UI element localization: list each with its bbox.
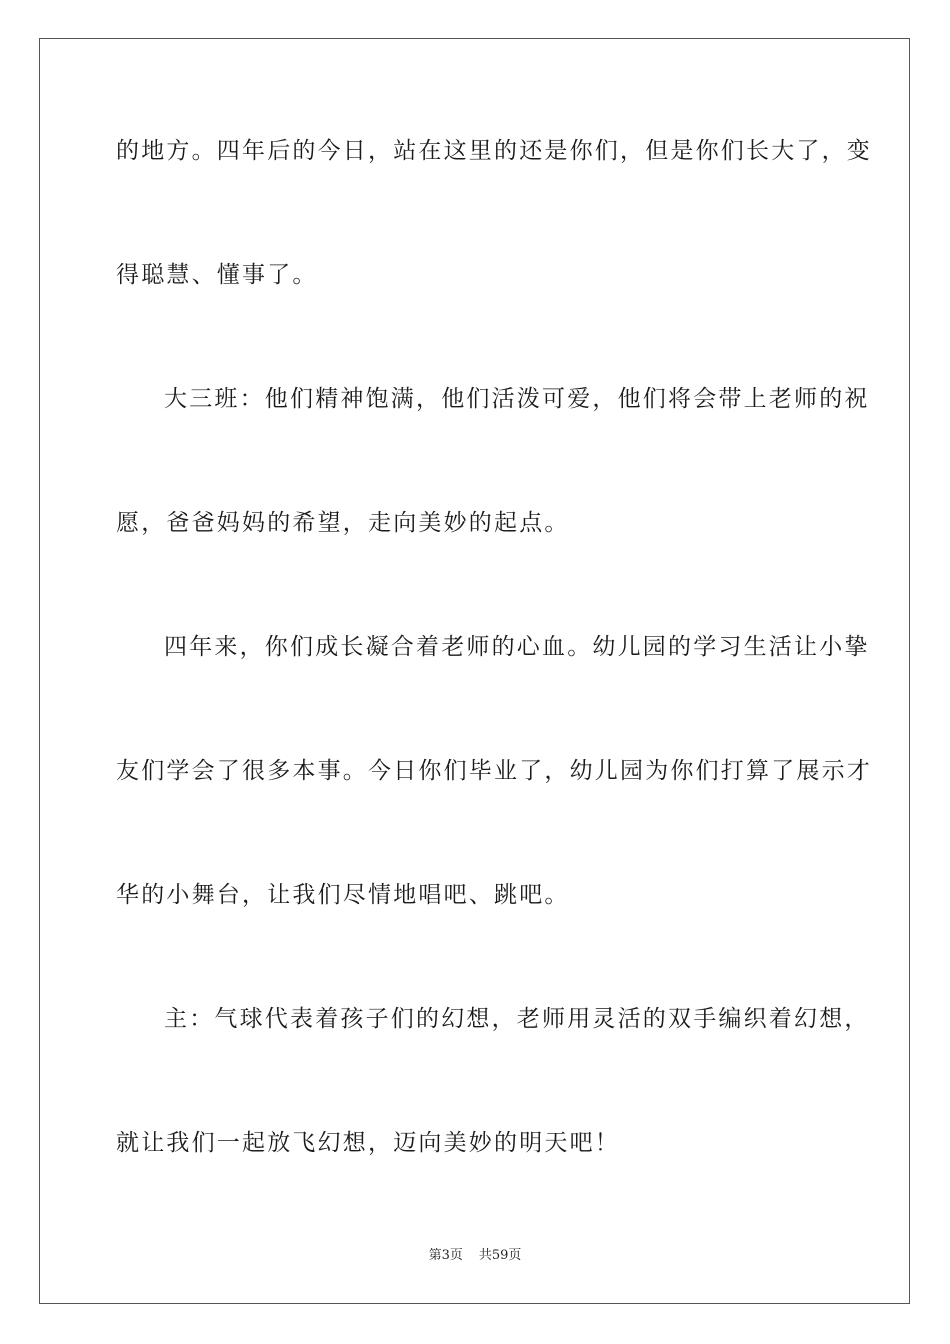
paragraph-3-line-3: 华的小舞台，让我们尽情地唱吧、跳吧。 [116,882,570,908]
paragraph-2-line-1: 大三班：他们精神饱满，他们活泼可爱，他们将会带上老师的祝 [164,386,870,412]
paragraph-1-line-2: 得聪慧、懂事了。 [116,262,318,288]
paragraph-4-line-1: 主：气球代表着孩子们的幻想，老师用灵活的双手编织着幻想， [164,1006,870,1032]
paragraph-3-line-2: 友们学会了很多本事。今日你们毕业了，幼儿园为你们打算了展示才 [116,758,872,784]
paragraph-4-line-2: 就让我们一起放飞幻想，迈向美妙的明天吧！ [116,1130,620,1156]
page-footer [0,1247,950,1265]
paragraph-3-line-1: 四年来，你们成长凝合着老师的心血。幼儿园的学习生活让小挚 [164,634,870,660]
page-total: 共59页 [478,1248,522,1263]
paragraph-2-line-2: 愿，爸爸妈妈的希望，走向美妙的起点。 [116,510,570,536]
page-number: 第3页 [428,1248,463,1263]
paragraph-1-line-1: 的地方。四年后的今日，站在这里的还是你们，但是你们长大了，变 [116,138,872,164]
page-border [39,38,910,1304]
